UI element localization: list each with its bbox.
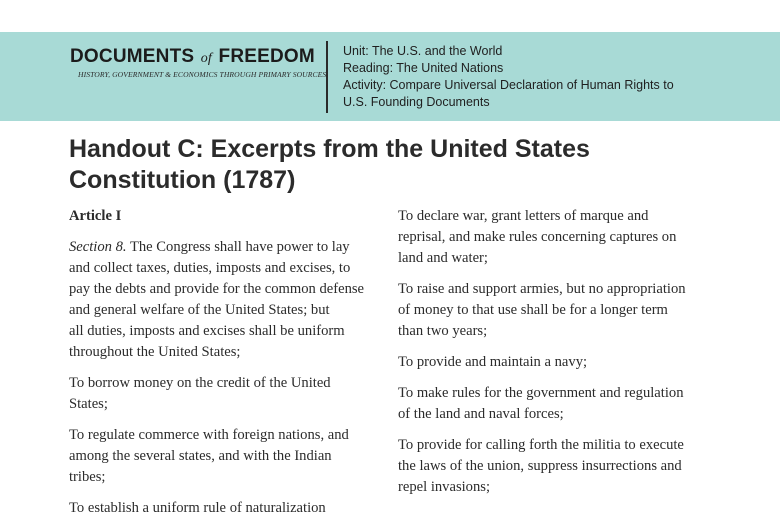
paragraph-line: To borrow money on the credit of the United [69,375,331,391]
title-line: Constitution (1787) [69,166,296,194]
title-line: Handout C: Excerpts from the United States [69,135,590,163]
paragraph-line [69,237,391,258]
activity-line-continued: U.S. Founding Documents [343,95,490,109]
brand-title [70,46,315,68]
clause-paragraph [398,279,728,342]
paragraph-line: reprisal, and make rules concerning captures on [398,229,677,245]
paragraph-line: pay the debts and provide for the common defense [69,281,365,297]
header-banner [0,32,780,121]
brand-title-part1: DOCUMENTS [70,46,195,67]
paragraph-line: To provide for calling forth the militia to execute [398,437,684,453]
paragraph-line: and general welfare of the United States; but [69,302,330,318]
clause-paragraph [398,383,728,425]
activity-line: Activity: Compare Universal Declaration of Human Rights to [343,78,674,92]
clause-paragraph [69,373,391,415]
unit-line: Unit: The U.S. and the World [343,44,503,58]
paragraph-line: To establish a uniform rule of naturalization [69,500,326,516]
header-divider [326,41,328,113]
paragraph-line: throughout the United States; [69,344,241,360]
paragraph-line: land and water; [398,250,488,266]
paragraph-line: of the land and naval forces; [398,406,564,422]
section-8-paragraph [69,237,391,363]
brand-logo [70,46,327,79]
brand-subtitle: HISTORY, GOVERNMENT & ECONOMICS THROUGH PRIMARY SOURCES [78,70,327,79]
brand-title-part3: FREEDOM [218,46,315,67]
paragraph-line: To make rules for the government and regulation [398,385,684,401]
left-column [69,206,391,529]
paragraph-line: the laws of the union, suppress insurrections and [398,458,682,474]
paragraph-line: all duties, imposts and excises shall be uniform [69,323,345,339]
paragraph-line: tribes; [69,469,106,485]
paragraph-line: and collect taxes, duties, imposts and excises, to [69,260,351,276]
right-column [398,206,728,508]
section-label: Section 8. [69,239,127,255]
paragraph-line: among the several states, and with the Indian [69,448,332,464]
unit-info [343,43,674,111]
paragraph-line: To declare war, grant letters of marque and [398,208,649,224]
clause-paragraph [398,435,728,498]
paragraph-line: To provide and maintain a navy; [398,354,588,370]
section-text: The Congress shall have power to lay [126,239,350,255]
clause-paragraph [398,352,728,373]
clause-paragraph [69,498,391,519]
handout-title [69,134,590,196]
brand-title-of: of [200,51,213,66]
clause-paragraph [398,206,728,269]
paragraph-line: To raise and support armies, but no appropriation [398,281,686,297]
paragraph-line: of money to that use shall be for a longer term [398,302,668,318]
clause-paragraph [69,425,391,488]
reading-line: Reading: The United Nations [343,61,504,75]
paragraph-line: States; [69,396,108,412]
paragraph-line: To regulate commerce with foreign nations, and [69,427,349,443]
article-heading: Article I [69,208,122,224]
paragraph-line: than two years; [398,323,488,339]
paragraph-line: repel invasions; [398,479,491,495]
